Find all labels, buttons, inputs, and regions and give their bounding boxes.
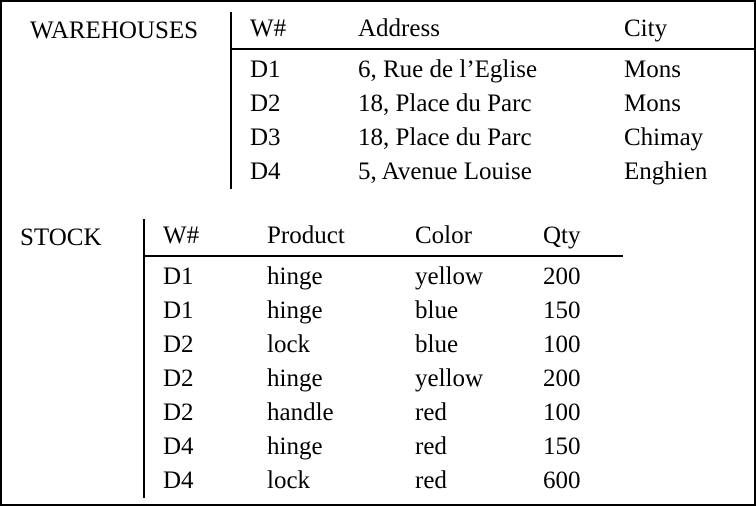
cell-address: 18, Place du Parc [358, 124, 532, 151]
cell-qty: 100 [543, 331, 581, 358]
table-row [232, 155, 754, 189]
cell-w-number: D4 [250, 158, 281, 185]
cell-color: blue [415, 331, 459, 358]
cell-qty: 600 [543, 467, 581, 494]
cell-city: Enghien [624, 158, 708, 185]
relation-table-wrapper-stock [143, 219, 623, 498]
cell-qty: 100 [543, 399, 581, 426]
cell-w-number: D4 [163, 467, 194, 494]
cell-product: lock [267, 331, 311, 358]
column-header-address: Address [340, 12, 606, 49]
cell-qty: 150 [543, 433, 581, 460]
relation-spacer [2, 189, 754, 219]
cell-address: 6, Rue de l’Eglise [358, 56, 538, 83]
stock-table-head [145, 219, 623, 256]
cell-color: blue [415, 297, 459, 324]
table-row [232, 49, 754, 87]
table-header-row [145, 219, 623, 256]
cell-w-number: D1 [250, 56, 281, 83]
cell-product: hinge [267, 297, 323, 324]
table-header-row [232, 12, 754, 49]
cell-color: yellow [415, 365, 484, 392]
cell-product: handle [267, 399, 334, 426]
cell-product: hinge [267, 263, 323, 290]
table-row [145, 362, 623, 396]
cell-w-number: D2 [163, 399, 194, 426]
table-row [145, 294, 623, 328]
document-content [2, 2, 754, 504]
relation-name-stock: STOCK [20, 224, 102, 251]
cell-w-number: D1 [163, 297, 194, 324]
column-header-color: Color [397, 219, 525, 256]
cell-color: yellow [415, 263, 484, 290]
column-header-product: Product [249, 219, 397, 256]
column-header-w-number: W# [232, 12, 340, 49]
relation-table-wrapper-warehouses [230, 12, 754, 189]
cell-qty: 150 [543, 297, 581, 324]
column-header-w-number: W# [145, 219, 249, 256]
cell-w-number: D4 [163, 433, 194, 460]
cell-product: hinge [267, 433, 323, 460]
cell-w-number: D2 [163, 331, 194, 358]
cell-address: 5, Avenue Louise [358, 158, 532, 185]
cell-w-number: D2 [250, 90, 281, 117]
stock-table [145, 219, 623, 498]
cell-city: Mons [624, 90, 681, 117]
table-row [145, 328, 623, 362]
table-row [145, 396, 623, 430]
table-row [232, 121, 754, 155]
cell-color: red [415, 467, 447, 494]
warehouses-table-body [232, 49, 754, 189]
cell-product: lock [267, 467, 311, 494]
relation-warehouses [2, 12, 754, 189]
cell-color: red [415, 399, 447, 426]
column-header-city: City [606, 12, 754, 49]
cell-product: hinge [267, 365, 323, 392]
table-row [232, 87, 754, 121]
warehouses-table-head [232, 12, 754, 49]
stock-table-body [145, 256, 623, 498]
cell-w-number: D2 [163, 365, 194, 392]
cell-w-number: D3 [250, 124, 281, 151]
table-row [145, 430, 623, 464]
cell-city: Mons [624, 56, 681, 83]
table-row [145, 464, 623, 498]
warehouses-table [232, 12, 754, 189]
cell-qty: 200 [543, 263, 581, 290]
relation-name-warehouses: WAREHOUSES [30, 17, 199, 44]
cell-city: Chimay [624, 124, 704, 151]
column-header-qty: Qty [525, 219, 623, 256]
relation-stock [2, 219, 754, 498]
cell-w-number: D1 [163, 263, 194, 290]
cell-address: 18, Place du Parc [358, 90, 532, 117]
table-row [145, 256, 623, 294]
cell-color: red [415, 433, 447, 460]
cell-qty: 200 [543, 365, 581, 392]
